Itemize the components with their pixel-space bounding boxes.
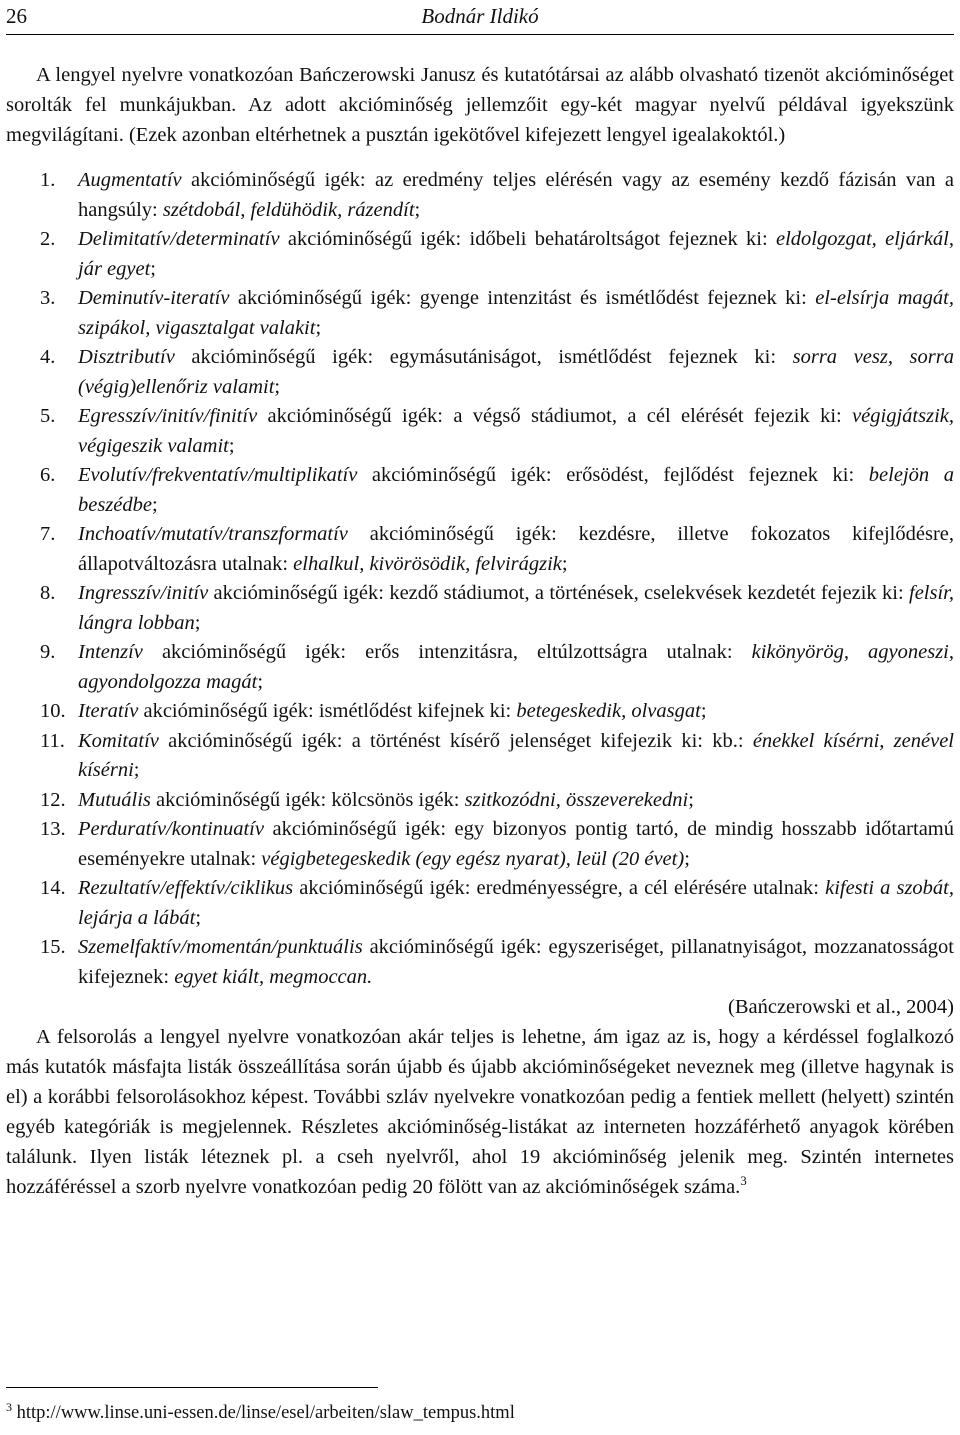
list-item — [6, 786, 954, 816]
item-end: ; — [257, 670, 264, 693]
item-term: Delimitatív/determinatív — [78, 228, 280, 250]
intro-paragraph: A lengyel nyelvre vonatkozóan Bańczerowski Janusz és kutatótársai az alább olvasható tizenöt akcióminőséget sorolták fel munkájukban. Az adott akcióminőség jellemzőit egy-két magyar nyelvű példával igyekszünk megvilágítani. (Ezek azonban eltérhetnek a pusztán igekötővel kifejezett lengyel igealakoktól.) — [6, 64, 954, 146]
item-example: végigjátszik, végigeszik valamit — [78, 405, 954, 457]
list-item — [6, 461, 954, 520]
item-end: ; — [194, 611, 201, 634]
item-number: 9. — [40, 641, 56, 663]
item-term: Evolutív/frekventatív/multiplikatív — [78, 464, 358, 486]
footnote-url: http://www.linse.uni-essen.de/linse/esel/arbeiten/slaw_tempus.html — [16, 1403, 515, 1423]
item-example: kikönyörög, agyoneszi, agyondolgozza magát — [78, 641, 954, 693]
item-number: 13. — [40, 818, 66, 840]
item-term: Inchoatív/mutatív/transzformatív — [78, 523, 348, 545]
item-example: elhalkul, kivörösödik, felvirágzik — [293, 552, 562, 575]
list-item — [6, 284, 954, 343]
item-end: ; — [152, 493, 158, 516]
item-example: felsír, lángra lobban — [78, 582, 954, 634]
item-end: ; — [195, 906, 202, 929]
page-number: 26 — [6, 4, 27, 28]
list-item — [6, 727, 954, 786]
item-number: 5. — [40, 405, 56, 427]
item-number: 1. — [40, 169, 56, 191]
item-term: Szemelfaktív/momentán/punktuális — [78, 936, 363, 958]
footnote-separator — [6, 1387, 378, 1388]
item-end: ; — [561, 552, 568, 575]
item-number: 12. — [40, 788, 66, 811]
item-number: 2. — [40, 228, 56, 250]
item-number: 10. — [40, 700, 66, 722]
item-number: 14. — [40, 877, 66, 899]
item-description: akcióminőségű igék: erősödést, fejlődést fejeznek ki: — [357, 464, 869, 486]
item-example: el-elsírja magát, szipákol, vigasztalgat valakit — [78, 287, 954, 339]
item-example: végigbetegeskedik (egy egész nyarat), leül (20 évet) — [261, 847, 685, 870]
item-end: ; — [133, 759, 140, 781]
aktionsart-list — [6, 166, 954, 992]
item-example: szitkozódni, összeverekedni — [464, 788, 689, 811]
item-term: Deminutív-iteratív — [78, 287, 230, 309]
list-item — [6, 225, 954, 284]
item-description: akcióminőségű igék: erős intenzitásra, eltúlzottságra utalnak: — [142, 641, 752, 663]
item-term: Augmentatív — [78, 169, 182, 191]
item-example: belejön a beszédbe — [78, 464, 954, 516]
item-example: sorra vesz, sorra (végig)ellenőriz valamit — [78, 346, 954, 398]
item-end: ; — [274, 375, 281, 398]
footnote-number: 3 — [6, 1400, 12, 1414]
footnote — [6, 1400, 515, 1424]
item-number: 7. — [40, 523, 56, 545]
list-item — [6, 638, 954, 697]
item-example: kifesti a szobát, lejárja a lábát — [78, 877, 954, 929]
item-term: Iteratív — [78, 700, 139, 722]
item-end: ; — [688, 788, 694, 811]
list-item — [6, 402, 954, 461]
item-description: akcióminőségű igék: eredményességre, a cél elérésére utalnak: — [293, 877, 826, 899]
list-item — [6, 520, 954, 579]
item-end: ; — [228, 434, 235, 457]
item-description: akcióminőségű igék: az eredmény teljes elérésén vagy az esemény kezdő fázisán van a hangsúly: — [78, 169, 954, 221]
item-number: 8. — [40, 582, 56, 604]
page-header — [6, 0, 954, 35]
item-number: 3. — [40, 287, 56, 309]
item-term: Ingresszív/initív — [78, 582, 209, 604]
item-end: ; — [150, 257, 156, 280]
page-content — [6, 60, 954, 1202]
item-description: akcióminőségű igék: egymásutániságot, ismétlődést fejeznek ki: — [174, 346, 793, 368]
item-description: akcióminőségű igék: időbeli behatároltságot fejeznek ki: — [279, 228, 777, 250]
item-example: betegeskedik, olvasgat — [516, 700, 701, 722]
item-example: szétdobál, feldühödik, rázendít — [162, 198, 415, 221]
item-end: ; — [315, 316, 322, 339]
item-description: akcióminőségű igék: kezdő stádiumot, a történések, cselekvések kezdetét fejezik ki: — [208, 582, 909, 604]
list-item — [6, 166, 954, 225]
item-example: eldolgozgat, eljárkál, jár egyet — [78, 228, 954, 280]
item-description: akcióminőségű igék: a történést kísérő jelenséget kifejezik ki: kb.: — [158, 729, 753, 752]
item-number: 6. — [40, 464, 56, 486]
list-item — [6, 343, 954, 402]
item-term: Komitatív — [78, 729, 159, 752]
body-paragraph — [6, 1022, 954, 1202]
item-end: ; — [414, 198, 421, 221]
item-description: akcióminőségű igék: egyszeriséget, pillanatnyiságot, mozzanatosságot kifejeznek: — [78, 936, 954, 988]
list-item — [6, 874, 954, 933]
item-example: énekkel kísérni, zenével kísérni — [78, 729, 954, 781]
item-term: Perduratív/kontinuatív — [78, 818, 264, 840]
item-example: egyet kiált, megmoccan. — [174, 965, 373, 988]
item-number: 15. — [40, 936, 66, 958]
item-description: akcióminőségű igék: egy bizonyos pontig tartó, de mindig hosszabb időtartamú eseményekre utalnak: — [78, 818, 954, 870]
item-end: ; — [700, 700, 707, 722]
item-description: akcióminőségű igék: a végső stádiumot, a cél elérését fejezik ki: — [257, 405, 853, 427]
item-term: Egresszív/initív/finitív — [78, 405, 258, 427]
item-term: Mutuális — [78, 788, 151, 811]
item-term: Disztributív — [78, 346, 175, 368]
item-number: 4. — [40, 346, 56, 368]
list-item — [6, 815, 954, 874]
running-title: Bodnár Ildikó — [421, 4, 539, 28]
citation: (Bańczerowski et al., 2004) — [728, 996, 954, 1018]
item-term: Intenzív — [78, 641, 143, 663]
footnote-reference: 3 — [740, 1173, 747, 1188]
body-text: A felsorolás a lengyel nyelvre vonatkozóan akár teljes is lehetne, ám igaz az is, hogy a kérdéssel foglalkozó más kutatók másfajta listák összeállítása során újabb és újabb akcióminőségeket neveznek meg (illetve hagynak is el) a korábbi felsorolásokhoz képest. További szláv nyelvekre vonatkozóan pedig a fentiek mellett (helyett) szintén egyéb kategóriák is megjelennek. Részletes akcióminőség-listákat az interneten hozzáférhető anyagok körében találunk. Ilyen listák léteznek pl. a cseh nyelvről, ahol 19 akcióminőség jelenik meg. Szintén internetes hozzáféréssel a szorb nyelvre vonatkozóan pedig 20 fölött van az akcióminőségek száma. — [6, 1026, 954, 1198]
item-description: akcióminőségű igék: gyenge intenzitást és ismétlődést fejeznek ki: — [229, 287, 816, 309]
item-description: akcióminőségű igék: kezdésre, illetve fokozatos kifejlődésre, állapotváltozásra utalnak: — [78, 523, 954, 575]
item-term: Rezultatív/effektív/ciklikus — [78, 877, 294, 899]
item-number: 11. — [40, 729, 65, 752]
list-item — [6, 579, 954, 638]
item-description: akcióminőségű igék: ismétlődést kifejnek ki: — [138, 700, 517, 722]
list-item — [6, 697, 954, 727]
item-end: ; — [684, 847, 690, 870]
list-item — [6, 933, 954, 992]
item-description: akcióminőségű igék: kölcsönös igék: — [150, 788, 465, 811]
